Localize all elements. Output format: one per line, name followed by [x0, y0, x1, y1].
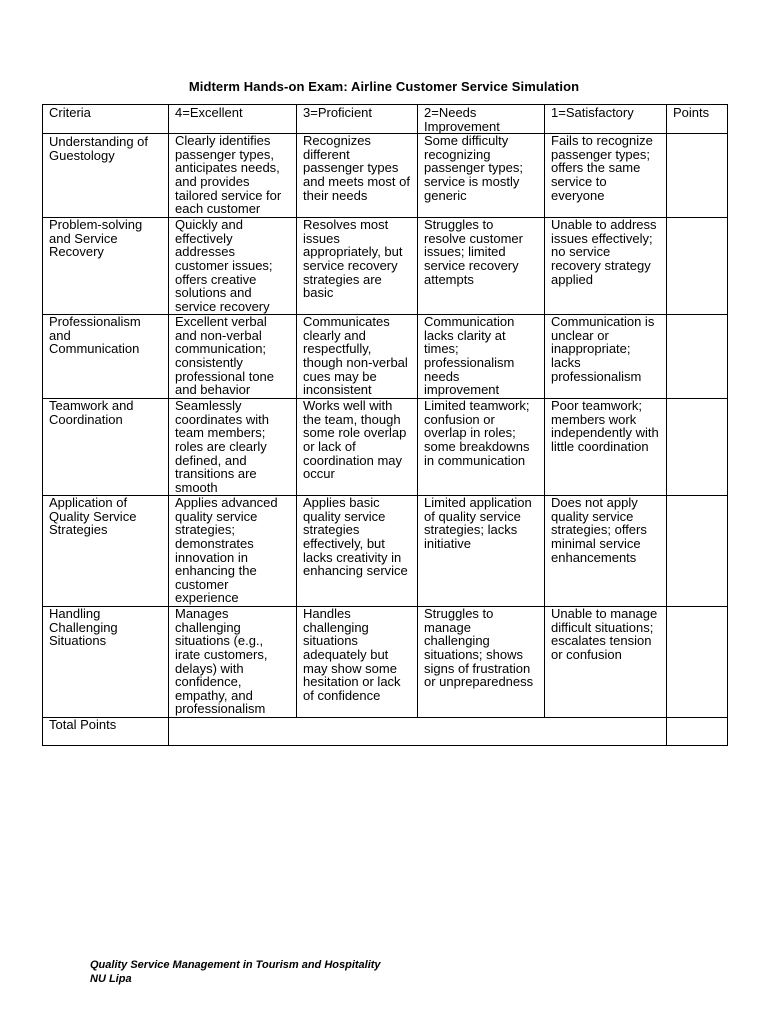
needs-improvement-cell: Some difficulty recognizing passenger types; service is mostly generic	[418, 134, 545, 218]
page-title: Midterm Hands-on Exam: Airline Customer Service Simulation	[188, 79, 580, 94]
criteria-cell: Understanding of Guestology	[43, 134, 169, 218]
header-satisfactory: 1=Satisfactory	[545, 105, 667, 134]
points-cell[interactable]	[667, 218, 728, 315]
table-row	[43, 315, 728, 399]
proficient-cell: Resolves most issues appropriately, but service recovery strategies are basic	[297, 218, 418, 315]
total-points-cell[interactable]	[667, 718, 728, 746]
excellent-cell: Applies advanced quality service strategies; demonstrates innovation in enhancing the customer experience	[169, 496, 297, 607]
total-row	[43, 718, 728, 746]
total-value-cell	[169, 718, 667, 746]
satisfactory-cell: Communication is unclear or inappropriate; lacks professionalism	[545, 315, 667, 399]
proficient-cell: Applies basic quality service strategies effectively, but lacks creativity in enhancing service	[297, 496, 418, 607]
criteria-cell: Handling Challenging Situations	[43, 607, 169, 718]
points-cell[interactable]	[667, 496, 728, 607]
criteria-cell: Teamwork and Coordination	[43, 399, 169, 496]
needs-improvement-cell: Communication lacks clarity at times; professionalism needs improvement	[418, 315, 545, 399]
excellent-cell: Seamlessly coordinates with team members; roles are clearly defined, and transitions are smooth	[169, 399, 297, 496]
proficient-cell: Recognizes different passenger types and meets most of their needs	[297, 134, 418, 218]
points-cell[interactable]	[667, 607, 728, 718]
table-row	[43, 134, 728, 218]
needs-improvement-cell: Limited application of quality service strategies; lacks initiative	[418, 496, 545, 607]
satisfactory-cell: Does not apply quality service strategies; offers minimal service enhancements	[545, 496, 667, 607]
table-row	[43, 399, 728, 496]
excellent-cell: Clearly identifies passenger types, anticipates needs, and provides tailored service for each customer	[169, 134, 297, 218]
needs-improvement-cell: Struggles to resolve customer issues; limited service recovery attempts	[418, 218, 545, 315]
needs-improvement-cell: Struggles to manage challenging situations; shows signs of frustration or unpreparedness	[418, 607, 545, 718]
table-row	[43, 607, 728, 718]
excellent-cell: Quickly and effectively addresses customer issues; offers creative solutions and service recovery	[169, 218, 297, 315]
satisfactory-cell: Unable to manage difficult situations; escalates tension or confusion	[545, 607, 667, 718]
satisfactory-cell: Poor teamwork; members work independently with little coordination	[545, 399, 667, 496]
criteria-cell: Problem-solving and Service Recovery	[43, 218, 169, 315]
criteria-cell: Professionalism and Communication	[43, 315, 169, 399]
satisfactory-cell: Unable to address issues effectively; no service recovery strategy applied	[545, 218, 667, 315]
needs-improvement-cell: Limited teamwork; confusion or overlap in roles; some breakdowns in communication	[418, 399, 545, 496]
rubric-table	[42, 104, 728, 746]
table-header-row	[43, 105, 728, 134]
points-cell[interactable]	[667, 134, 728, 218]
points-cell[interactable]	[667, 399, 728, 496]
header-criteria: Criteria	[43, 105, 169, 134]
table-row	[43, 218, 728, 315]
excellent-cell: Manages challenging situations (e.g., irate customers, delays) with confidence, empathy, and professionalism	[169, 607, 297, 718]
header-proficient: 3=Proficient	[297, 105, 418, 134]
proficient-cell: Handles challenging situations adequately but may show some hesitation or lack of confidence	[297, 607, 418, 718]
footer	[90, 958, 381, 986]
table-row	[43, 496, 728, 607]
proficient-cell: Communicates clearly and respectfully, though non-verbal cues may be inconsistent	[297, 315, 418, 399]
header-needs-improvement: 2=Needs Improvement	[418, 105, 545, 134]
footer-course: Quality Service Management in Tourism and Hospitality	[90, 959, 381, 971]
footer-school: NU Lipa	[90, 973, 132, 985]
header-points: Points	[667, 105, 728, 134]
total-label: Total Points	[43, 718, 169, 746]
header-excellent: 4=Excellent	[169, 105, 297, 134]
criteria-cell: Application of Quality Service Strategies	[43, 496, 169, 607]
satisfactory-cell: Fails to recognize passenger types; offers the same service to everyone	[545, 134, 667, 218]
excellent-cell: Excellent verbal and non-verbal communication; consistently professional tone and behavior	[169, 315, 297, 399]
points-cell[interactable]	[667, 315, 728, 399]
proficient-cell: Works well with the team, though some role overlap or lack of coordination may occur	[297, 399, 418, 496]
